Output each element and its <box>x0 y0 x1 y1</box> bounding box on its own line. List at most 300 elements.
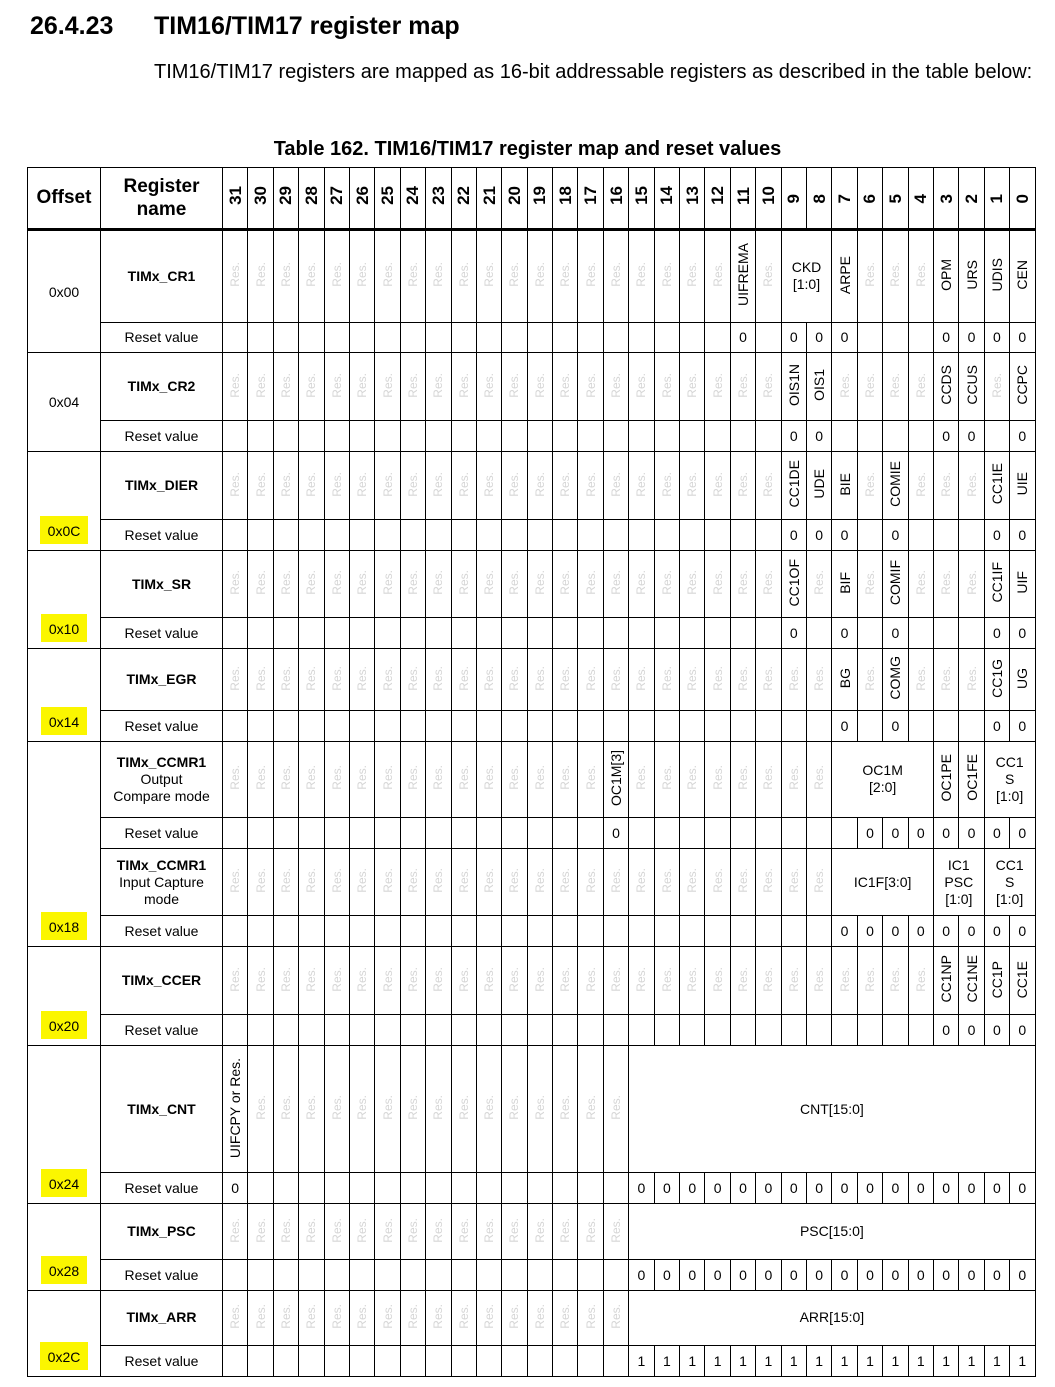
reserved-label: Res. <box>380 966 395 992</box>
reset-bit-3: 1 <box>933 1346 958 1377</box>
reserved-label: Res. <box>812 966 827 992</box>
reset-bit-2: 0 <box>959 421 984 452</box>
header-bit-label: 4 <box>911 193 931 203</box>
bit-field <box>1010 230 1035 323</box>
header-bit-3 <box>933 168 958 230</box>
bit-field <box>781 230 832 323</box>
reserved-bit-13 <box>680 741 705 817</box>
reserved-label: Res. <box>482 372 497 398</box>
reserved-label: Res. <box>405 966 420 992</box>
reserved-label: Res. <box>939 570 954 595</box>
reserved-label: Res. <box>761 372 776 398</box>
reserved-bit-19 <box>527 353 552 421</box>
table-caption-text: Table 162. TIM16/TIM17 register map and reset values <box>273 138 782 160</box>
reserved-label: Res. <box>405 665 420 691</box>
reserved-label: Res. <box>253 665 268 691</box>
reset-bit-29 <box>273 421 298 452</box>
reset-bit-10 <box>756 1015 781 1046</box>
reset-bit-22 <box>451 322 476 353</box>
reserved-label: Res. <box>558 1217 573 1243</box>
reserved-label: Res. <box>558 665 573 691</box>
reserved-label: Res. <box>710 372 725 398</box>
reserved-label: Res. <box>507 262 522 288</box>
header-bit-8 <box>806 168 831 230</box>
bit-field <box>629 1290 1035 1346</box>
reserved-bit-20 <box>502 741 527 817</box>
bit-field-label: CCPC <box>1014 365 1031 406</box>
reset-bit-8 <box>806 916 831 947</box>
reset-bit-4: 1 <box>908 1346 933 1377</box>
reserved-bit-26 <box>349 550 374 618</box>
reserved-bit-31 <box>223 230 248 323</box>
reserved-label: Res. <box>989 372 1004 398</box>
reset-bit-0: 0 <box>1010 618 1035 649</box>
reserved-bit-17 <box>578 1290 603 1346</box>
reset-bit-15 <box>629 817 654 848</box>
reset-bit-11: 1 <box>730 1346 755 1377</box>
reserved-label: Res. <box>355 1095 370 1121</box>
reset-bit-12 <box>705 817 730 848</box>
reserved-label: Res. <box>609 1217 624 1243</box>
reset-bit-31 <box>223 710 248 741</box>
reset-bit-18 <box>553 421 578 452</box>
reset-bit-25 <box>375 618 400 649</box>
reset-bit-19 <box>527 1346 552 1377</box>
reset-bit-24 <box>400 817 425 848</box>
reset-bit-13 <box>680 519 705 550</box>
reserved-label: Res. <box>380 868 395 893</box>
reserved-bit-6 <box>857 649 882 711</box>
reserved-bit-22 <box>451 1290 476 1346</box>
reset-bit-13 <box>680 421 705 452</box>
reserved-bit-9 <box>781 741 806 817</box>
reset-bit-22 <box>451 1259 476 1290</box>
bit-field-label: COMG <box>887 656 904 700</box>
reset-bit-17 <box>578 1015 603 1046</box>
reset-bit-1: 0 <box>984 710 1009 741</box>
header-bit-label: 15 <box>631 186 651 205</box>
reset-bit-15: 0 <box>629 1259 654 1290</box>
reserved-bit-27 <box>324 848 349 916</box>
reserved-bit-10 <box>756 649 781 711</box>
reset-bit-12 <box>705 618 730 649</box>
reset-bit-3: 0 <box>933 916 958 947</box>
reset-bit-27 <box>324 817 349 848</box>
reset-bit-5: 0 <box>883 710 908 741</box>
reserved-bit-29 <box>273 649 298 711</box>
reset-bit-4: 0 <box>908 1173 933 1204</box>
reserved-label: Res. <box>482 1217 497 1243</box>
reserved-bit-29 <box>273 550 298 618</box>
reset-bit-30 <box>248 1259 273 1290</box>
reset-bit-13 <box>680 322 705 353</box>
reset-bit-21 <box>476 322 501 353</box>
reset-bit-15 <box>629 322 654 353</box>
reserved-label: Res. <box>253 570 268 595</box>
register-row <box>28 230 1036 323</box>
reserved-label: Res. <box>228 665 243 691</box>
reset-bit-3 <box>933 618 958 649</box>
reserved-bit-25 <box>375 230 400 323</box>
header-bit-10 <box>756 168 781 230</box>
reserved-label: Res. <box>913 665 928 691</box>
reset-bit-3: 0 <box>933 1015 958 1046</box>
reset-bit-23 <box>426 519 451 550</box>
reset-bit-17 <box>578 916 603 947</box>
reserved-bit-28 <box>299 947 324 1015</box>
reserved-label: Res. <box>507 1303 522 1329</box>
reset-bit-29 <box>273 1015 298 1046</box>
bit-field <box>1010 451 1035 519</box>
reserved-bit-21 <box>476 230 501 323</box>
reserved-bit-28 <box>299 550 324 618</box>
reset-bit-7: 0 <box>832 710 857 741</box>
reset-bit-23 <box>426 421 451 452</box>
section-heading <box>30 12 460 41</box>
reset-bit-14: 0 <box>654 1173 679 1204</box>
reset-bit-28 <box>299 618 324 649</box>
reserved-bit-10 <box>756 741 781 817</box>
reserved-label: Res. <box>304 966 319 992</box>
reset-bit-2 <box>959 618 984 649</box>
header-bit-label: 21 <box>479 186 499 205</box>
reserved-bit-29 <box>273 741 298 817</box>
reserved-bit-24 <box>400 451 425 519</box>
reset-bit-18 <box>553 519 578 550</box>
bit-field <box>984 741 1035 817</box>
reserved-bit-14 <box>654 230 679 323</box>
reset-bit-31 <box>223 519 248 550</box>
reset-bit-22 <box>451 519 476 550</box>
reset-bit-29 <box>273 817 298 848</box>
reserved-bit-13 <box>680 649 705 711</box>
reset-bit-23 <box>426 1015 451 1046</box>
register-row <box>28 947 1036 1015</box>
header-bit-6 <box>857 168 882 230</box>
bit-field <box>730 230 755 323</box>
reset-bit-23 <box>426 916 451 947</box>
reset-bit-4: 0 <box>908 817 933 848</box>
reserved-bit-30 <box>248 848 273 916</box>
reserved-bit-16 <box>603 353 628 421</box>
bit-field <box>984 649 1009 711</box>
reserved-label: Res. <box>431 372 446 398</box>
reserved-bit-18 <box>553 649 578 711</box>
reserved-bit-30 <box>248 649 273 711</box>
reset-bit-28 <box>299 1173 324 1204</box>
register-name-cell <box>101 741 223 817</box>
reserved-bit-25 <box>375 550 400 618</box>
bit-field <box>883 550 908 618</box>
reserved-bit-26 <box>349 1204 374 1260</box>
reserved-label: Res. <box>659 665 674 691</box>
reserved-bit-24 <box>400 550 425 618</box>
register-name-cell <box>101 550 223 618</box>
reserved-bit-18 <box>553 230 578 323</box>
reserved-label: Res. <box>507 966 522 992</box>
reserved-label: Res. <box>786 765 801 791</box>
header-bit-1 <box>984 168 1009 230</box>
reset-bit-4 <box>908 421 933 452</box>
reserved-bit-29 <box>273 230 298 323</box>
reset-bit-6: 0 <box>857 1173 882 1204</box>
header-bit-11 <box>730 168 755 230</box>
reserved-label: Res. <box>329 262 344 288</box>
reserved-label: Res. <box>482 868 497 893</box>
reset-bit-2: 0 <box>959 1015 984 1046</box>
reset-bit-15: 0 <box>629 1173 654 1204</box>
reserved-bit-13 <box>680 848 705 916</box>
reset-bit-18 <box>553 710 578 741</box>
reserved-label: Res. <box>329 1217 344 1243</box>
reserved-bit-28 <box>299 353 324 421</box>
reserved-label: Res. <box>532 1095 547 1121</box>
reset-value-label: Reset value <box>101 618 223 649</box>
reset-bit-0: 0 <box>1010 916 1035 947</box>
reserved-bit-21 <box>476 353 501 421</box>
reserved-bit-27 <box>324 550 349 618</box>
reset-bit-16: 0 <box>603 817 628 848</box>
reserved-bit-15 <box>629 848 654 916</box>
reset-bit-1: 1 <box>984 1346 1009 1377</box>
reset-bit-16 <box>603 618 628 649</box>
header-bit-23 <box>426 168 451 230</box>
reserved-label: Res. <box>812 570 827 595</box>
reset-bit-8: 0 <box>806 322 831 353</box>
reserved-label: Res. <box>380 570 395 595</box>
reserved-bit-26 <box>349 230 374 323</box>
reserved-label: Res. <box>659 765 674 791</box>
reserved-bit-14 <box>654 848 679 916</box>
reset-bit-24 <box>400 618 425 649</box>
reserved-label: Res. <box>507 471 522 497</box>
reserved-label: Res. <box>913 966 928 992</box>
reserved-label: Res. <box>786 665 801 691</box>
reserved-label: Res. <box>304 1303 319 1329</box>
reset-bit-0: 0 <box>1010 322 1035 353</box>
reset-bit-24 <box>400 1259 425 1290</box>
reset-bit-25 <box>375 1346 400 1377</box>
reset-bit-29 <box>273 1346 298 1377</box>
reset-bit-20 <box>502 710 527 741</box>
reserved-label: Res. <box>431 1095 446 1121</box>
reset-bit-22 <box>451 1173 476 1204</box>
reserved-label: Res. <box>228 765 243 791</box>
reset-row <box>28 618 1036 649</box>
reset-value-label: Reset value <box>101 1346 223 1377</box>
reserved-bit-28 <box>299 1290 324 1346</box>
reserved-label: Res. <box>304 372 319 398</box>
reserved-label: Res. <box>405 1217 420 1243</box>
reset-bit-22 <box>451 710 476 741</box>
bit-field <box>883 649 908 711</box>
reserved-label: Res. <box>355 262 370 288</box>
reset-bit-16 <box>603 710 628 741</box>
reset-bit-5: 0 <box>883 1259 908 1290</box>
reserved-label: Res. <box>405 262 420 288</box>
reset-bit-12: 0 <box>705 1259 730 1290</box>
reserved-label: Res. <box>558 966 573 992</box>
register-offset <box>28 550 101 649</box>
reset-bit-21 <box>476 916 501 947</box>
reserved-bit-21 <box>476 947 501 1015</box>
bit-field-label: OC1M[3] <box>608 749 625 806</box>
reserved-label: Res. <box>583 868 598 893</box>
register-name-cell <box>101 230 223 323</box>
reset-bit-25 <box>375 322 400 353</box>
reserved-bit-17 <box>578 230 603 323</box>
reserved-label: Res. <box>558 372 573 398</box>
reserved-bit-28 <box>299 230 324 323</box>
reserved-bit-31 <box>223 353 248 421</box>
reserved-label: Res. <box>482 765 497 791</box>
reset-bit-28 <box>299 710 324 741</box>
reserved-label: Res. <box>278 471 293 497</box>
reserved-label: Res. <box>888 372 903 398</box>
reset-bit-2: 1 <box>959 1346 984 1377</box>
reserved-bit-20 <box>502 550 527 618</box>
header-bit-label: 13 <box>682 186 702 205</box>
reserved-bit-19 <box>527 451 552 519</box>
reserved-bit-11 <box>730 649 755 711</box>
reset-row <box>28 322 1036 353</box>
reset-bit-16 <box>603 421 628 452</box>
reserved-bit-27 <box>324 1204 349 1260</box>
header-bit-21 <box>476 168 501 230</box>
reserved-bit-26 <box>349 947 374 1015</box>
bit-field-label: CC1OF <box>785 558 802 607</box>
reset-bit-31: 0 <box>223 1173 248 1204</box>
reserved-label: Res. <box>558 765 573 791</box>
bit-field-label: CEN <box>1014 259 1031 290</box>
header-bit-label: 5 <box>885 193 905 203</box>
reserved-bit-15 <box>629 741 654 817</box>
reset-bit-18 <box>553 1015 578 1046</box>
reserved-label: Res. <box>583 1303 598 1329</box>
reserved-bit-20 <box>502 848 527 916</box>
reset-bit-11: 0 <box>730 322 755 353</box>
reset-bit-7: 1 <box>832 1346 857 1377</box>
bit-field-label: PSC[15:0] <box>799 1222 864 1239</box>
reset-bit-19 <box>527 618 552 649</box>
reserved-label: Res. <box>355 765 370 791</box>
reset-bit-10 <box>756 710 781 741</box>
reset-bit-12: 0 <box>705 1173 730 1204</box>
reserved-label: Res. <box>228 966 243 992</box>
reserved-bit-11 <box>730 947 755 1015</box>
reset-bit-16 <box>603 322 628 353</box>
reserved-bit-2 <box>959 451 984 519</box>
reserved-bit-25 <box>375 947 400 1015</box>
reset-bit-8: 1 <box>806 1346 831 1377</box>
reset-bit-7: 0 <box>832 1259 857 1290</box>
reserved-bit-21 <box>476 649 501 711</box>
reset-bit-17 <box>578 1259 603 1290</box>
reserved-bit-11 <box>730 550 755 618</box>
reserved-label: Res. <box>355 471 370 497</box>
header-bit-label: 7 <box>835 193 855 203</box>
reset-bit-23 <box>426 1346 451 1377</box>
reset-bit-23 <box>426 710 451 741</box>
reset-bit-27 <box>324 322 349 353</box>
bit-field <box>984 451 1009 519</box>
reserved-label: Res. <box>786 868 801 893</box>
reserved-label: Res. <box>532 765 547 791</box>
reset-bit-27 <box>324 710 349 741</box>
register-offset <box>28 741 101 947</box>
reserved-label: Res. <box>482 966 497 992</box>
reset-bit-28 <box>299 1346 324 1377</box>
bit-field-label: BG <box>836 668 853 689</box>
bit-field-label: CNT[15:0] <box>799 1100 864 1117</box>
reset-bit-9: 0 <box>781 1173 806 1204</box>
reserved-bit-26 <box>349 649 374 711</box>
reserved-label: Res. <box>253 966 268 992</box>
reserved-label: Res. <box>405 471 420 497</box>
reserved-bit-13 <box>680 230 705 323</box>
reserved-bit-28 <box>299 649 324 711</box>
reserved-label: Res. <box>329 665 344 691</box>
register-mode: Output Compare mode <box>113 770 210 804</box>
reset-bit-20 <box>502 817 527 848</box>
reset-bit-14: 0 <box>654 1259 679 1290</box>
reserved-label: Res. <box>456 570 471 595</box>
reserved-bit-24 <box>400 741 425 817</box>
reserved-label: Res. <box>380 1095 395 1121</box>
reserved-bit-23 <box>426 230 451 323</box>
reserved-label: Res. <box>355 372 370 398</box>
reset-bit-31 <box>223 618 248 649</box>
reserved-bit-15 <box>629 649 654 711</box>
reserved-bit-18 <box>553 1290 578 1346</box>
reset-bit-2: 0 <box>959 322 984 353</box>
reserved-bit-4 <box>908 451 933 519</box>
header-bit-4 <box>908 168 933 230</box>
reserved-bit-6 <box>857 451 882 519</box>
reserved-bit-25 <box>375 1204 400 1260</box>
reserved-label: Res. <box>278 570 293 595</box>
reset-bit-20 <box>502 1015 527 1046</box>
reset-bit-19 <box>527 421 552 452</box>
reserved-bit-23 <box>426 550 451 618</box>
bit-field-label: UIE <box>1014 472 1031 496</box>
reset-bit-25 <box>375 1259 400 1290</box>
reset-bit-15 <box>629 1015 654 1046</box>
reserved-bit-22 <box>451 353 476 421</box>
reserved-bit-24 <box>400 1204 425 1260</box>
reserved-bit-18 <box>553 1045 578 1172</box>
reserved-label: Res. <box>888 966 903 992</box>
register-name: TIMx_EGR <box>126 671 197 688</box>
reset-bit-23 <box>426 322 451 353</box>
reset-bit-9: 1 <box>781 1346 806 1377</box>
header-offset: Offset <box>28 168 101 230</box>
reserved-label: Res. <box>558 262 573 288</box>
reserved-bit-16 <box>603 649 628 711</box>
reserved-bit-16 <box>603 550 628 618</box>
bit-field <box>223 1045 248 1172</box>
reserved-label: Res. <box>482 1095 497 1121</box>
reset-bit-21 <box>476 1259 501 1290</box>
reserved-bit-14 <box>654 451 679 519</box>
reset-bit-30 <box>248 1173 273 1204</box>
reset-bit-10 <box>756 322 781 353</box>
reserved-label: Res. <box>761 665 776 691</box>
reserved-label: Res. <box>228 262 243 288</box>
bit-field-label: OC1M [2:0] <box>862 762 903 796</box>
reserved-bit-22 <box>451 848 476 916</box>
reserved-bit-27 <box>324 353 349 421</box>
